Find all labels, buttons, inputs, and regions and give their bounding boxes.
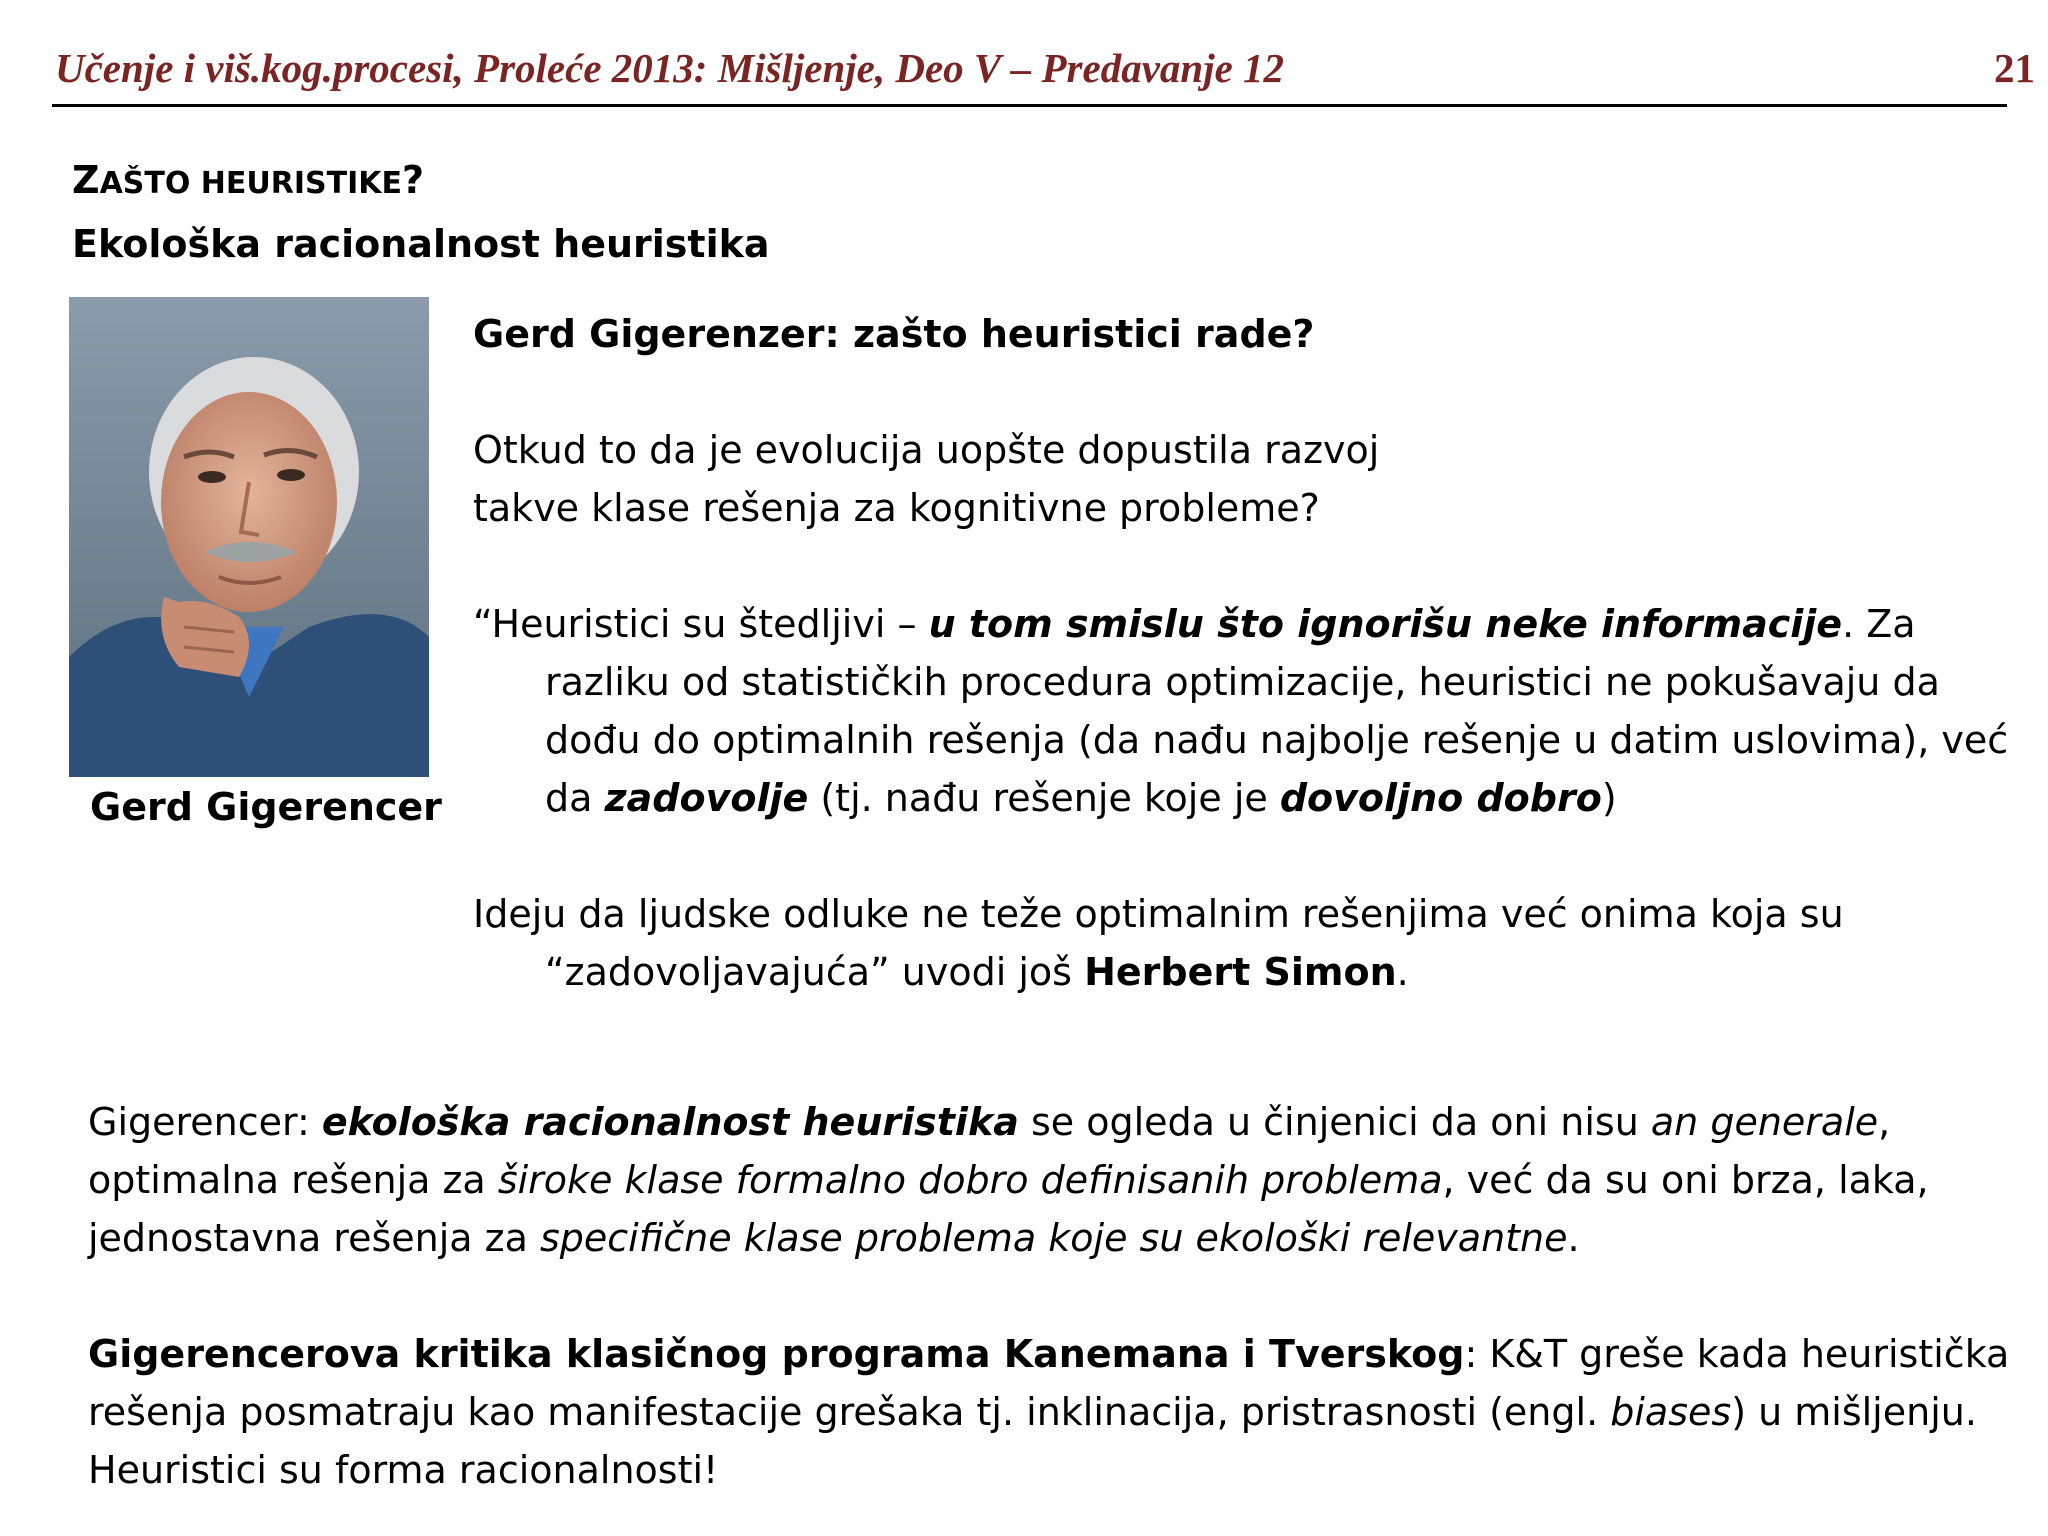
section-title <box>72 150 770 274</box>
bottom-block <box>88 1093 2018 1499</box>
quote-heading: Gerd Gigerenzer: zašto heuristici rade? <box>473 312 1315 356</box>
quote-block <box>473 305 2013 1001</box>
evolution-question: Otkud to da je evolucija uopšte dopustila razvoj takve klase rešenja za kognitivne probleme? <box>473 428 1380 530</box>
course-title: Učenje i viš.kog.procesi, Proleće 2013: Mišljenje, Deo V – Predavanje 12 <box>55 45 1285 91</box>
page-number: 21 <box>1994 45 2035 91</box>
simon-paragraph: Ideju da ljudske odluke ne teže optimalnim rešenjima već onima koja su “zadovoljavajuća” uvodi još Herbert Simon. <box>473 892 1844 994</box>
critique-paragraph: Gigerencerova kritika klasičnog programa Kanemana i Tverskog: K&T greše kada heuristička rešenja posmatraju kao manifestacije grešaka tj. inklinacija, pristrasnosti (engl. biases) u mišljenju. Heuristici su forma racionalnosti! <box>88 1332 2010 1492</box>
portrait-illustration <box>69 297 429 777</box>
section-subtitle: Ekološka racionalnost heuristika <box>72 222 770 266</box>
section-heading: ZAŠTO HEURISTIKE? <box>72 158 425 202</box>
portrait-photo <box>69 297 429 777</box>
ecological-rationality-paragraph: Gigerencer: ekološka racionalnost heuristika se ogleda u činjenici da oni nisu an generale, optimalna rešenja za široke klase formalno dobro definisanih problema, već da su oni brza, laka, jednostavna rešenja za specifične klase problema koje su ekološki relevantne. <box>88 1100 1929 1260</box>
slide-header <box>55 44 2035 100</box>
header-rule <box>52 104 2007 107</box>
frugal-heuristics-quote: “Heuristici su štedljivi – u tom smislu što ignorišu neke informacije. Za razliku od statističkih procedura optimizacije, heuristici ne pokušavaju da dođu do optimalnih rešenja (da nađu najbolje rešenje u datim uslovima), već da zadovolje (tj. nađu rešenje koje je dovoljno dobro) <box>473 602 2009 820</box>
photo-caption: Gerd Gigerencer <box>90 785 442 829</box>
